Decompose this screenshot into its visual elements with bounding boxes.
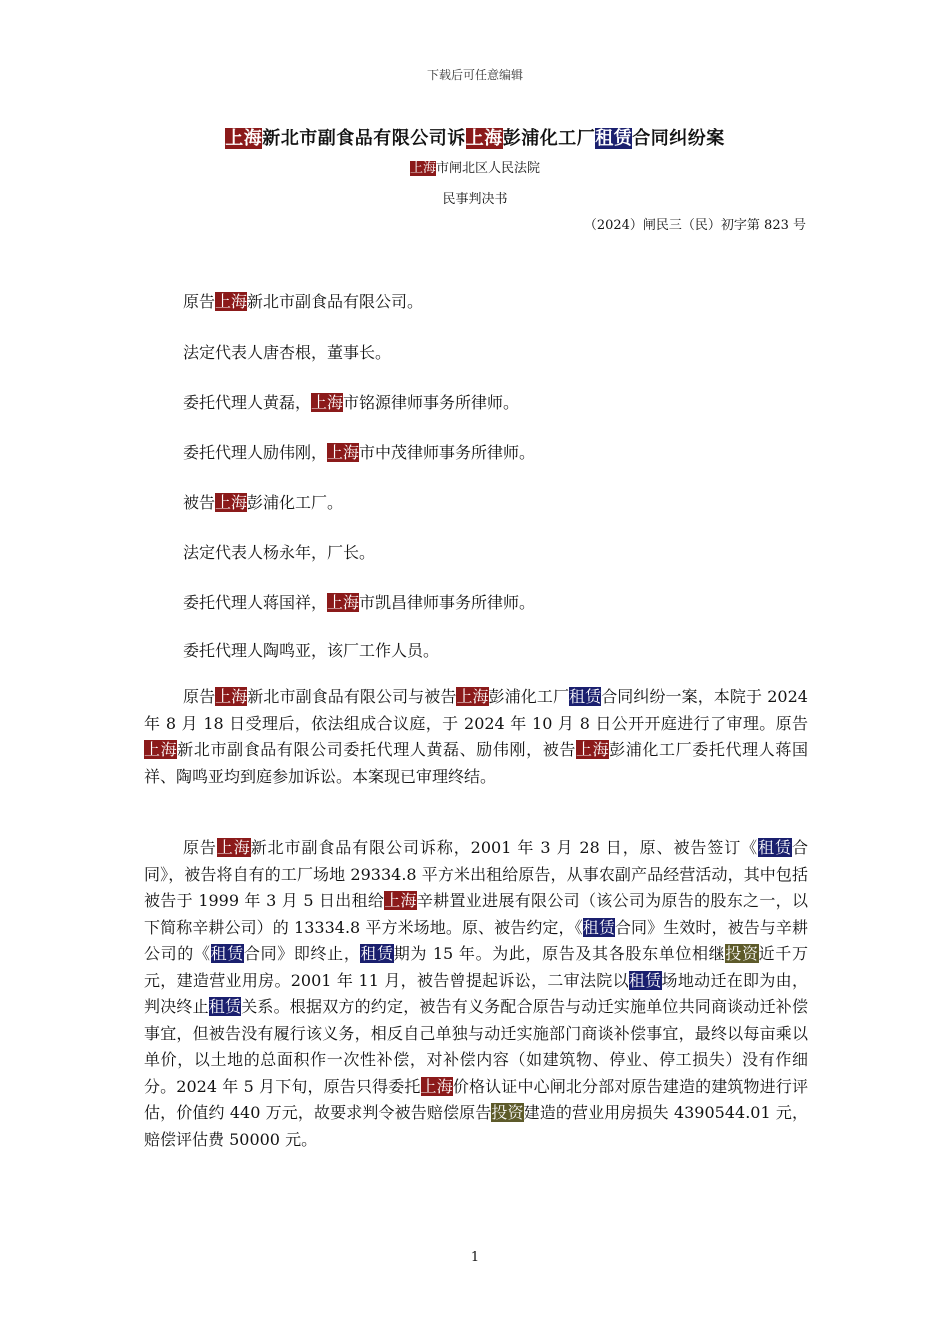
text-run: 关系。根据双方的约定，被告有义务配合原告与动迁实施单位共同商谈动迁补偿事宜，但被告没有履行该义务，相反自己单独与动迁实施部门商谈补偿事宜，最终以每亩乘以单价，以土地的总面积作一次性补偿，对补偿内容（如建筑物、停业、停工损失）没有作细分。2024 年 5 月下旬，原告只得委托	[144, 997, 808, 1096]
text-run: 合同纠纷一案，本院于 2024 年 8 月 18 日受理后，依法组成合议庭，于 2024 年 10 月 8 日公开开庭进行了审理。原告	[144, 687, 808, 733]
paragraph-case-procedure	[144, 684, 808, 790]
party-defendant	[183, 490, 343, 513]
highlighted-term: 上海	[456, 687, 489, 706]
highlighted-term: 租赁	[582, 917, 615, 937]
text-run: 新北市副食品有限公司诉称，2001 年 3 月 28 日，原、被告签订《	[250, 838, 759, 857]
text-run: 法定代表人杨永年，厂长。	[183, 543, 376, 562]
text-run: 原告	[183, 838, 217, 857]
text-run: 价格认证中心闸北分部对原告建造的建筑物进行评估，价值约 440 万元，故要求判令被告赔偿原告	[144, 1076, 808, 1122]
text-run: 彭浦化工厂。	[247, 493, 344, 512]
party-plaintiff-agent-2	[183, 440, 535, 463]
text-run: 新北市副食品有限公司。	[247, 292, 424, 311]
highlighted-term: 租赁	[595, 128, 633, 149]
text-run: 建造的营业用房损失 4390544.01 元，赔偿评估费 50000 元。	[144, 1103, 808, 1149]
text-run: 彭浦化工厂	[502, 128, 596, 149]
text-run: 原告	[183, 292, 216, 311]
text-run: 合同》，被告将自有的工厂场地 29334.8 平方米出租给原告，从事农副产品经营活动，其中包括被告于 1999 年 3 月 5 日出租给	[144, 838, 808, 910]
text-run: 彭浦化工厂	[488, 687, 570, 706]
highlighted-term: 上海	[215, 292, 248, 311]
highlighted-term: 租赁	[569, 687, 602, 706]
text-run: 市中茂律师事务所律师。	[359, 443, 536, 462]
party-plaintiff	[183, 289, 423, 312]
text-run: 市铭源律师事务所律师。	[343, 393, 520, 412]
highlighted-term: 上海	[225, 128, 263, 149]
highlighted-term: 租赁	[208, 997, 242, 1016]
document-title	[0, 124, 950, 150]
highlighted-term: 上海	[327, 593, 360, 612]
text-run: 委托代理人蒋国祥，	[183, 593, 328, 612]
text-run: 原告	[183, 687, 216, 706]
text-run: 场地动迁在即为由，判决终止	[144, 970, 808, 1016]
highlighted-term: 上海	[409, 161, 436, 176]
text-run: 近千万元，建造营业用房。2001 年 11 月，被告曾提起诉讼，二审法院以	[144, 944, 808, 990]
party-plaintiff-agent-1	[183, 390, 519, 413]
highlighted-term: 租赁	[758, 838, 792, 857]
highlighted-term: 上海	[420, 1076, 453, 1096]
party-defendant-legal-rep	[183, 540, 375, 563]
text-run: 彭浦化工厂委托代理人蒋国祥、陶鸣亚均到庭参加诉讼。本案现已审理终结。	[144, 740, 808, 786]
highlighted-term: 上海	[327, 443, 360, 462]
highlighted-term: 租赁	[628, 970, 662, 990]
highlighted-term: 上海	[575, 740, 610, 759]
highlighted-term: 租赁	[210, 944, 244, 963]
text-run: 市闸北区人民法院	[436, 161, 541, 176]
highlighted-term: 上海	[311, 393, 344, 412]
text-run: 市凯昌律师事务所律师。	[359, 593, 536, 612]
highlighted-term: 上海	[215, 493, 248, 512]
text-run: 期为 15 年。为此，原告及其各股东单位相继	[393, 944, 726, 963]
party-plaintiff-legal-rep	[183, 340, 391, 363]
text-run: 新北市副食品有限公司与被告	[247, 687, 457, 706]
document-type: 民事判决书	[442, 192, 508, 207]
text-run: 委托代理人励伟刚，	[183, 443, 328, 462]
highlighted-term: 上海	[215, 687, 248, 706]
text-run: 新北市副食品有限公司委托代理人黄磊、励伟刚，被告	[177, 740, 576, 759]
party-defendant-agent-1	[183, 590, 535, 613]
highlighted-term: 上海	[465, 128, 503, 149]
text-run: 合同纠纷案	[632, 128, 725, 149]
paragraph-plaintiff-claim	[144, 835, 808, 1153]
page-number: 1	[470, 1250, 480, 1265]
text-run: 委托代理人陶鸣亚，该厂工作人员。	[183, 641, 440, 660]
text-run: 辛耕置业进展有限公司（该公司为原告的股东之一，以下简称辛耕公司）的 13334.8 平方米场地。原、被告约定，《	[144, 891, 808, 937]
highlighted-term: 上海	[144, 740, 178, 759]
court-name	[0, 157, 950, 176]
party-defendant-agent-2	[183, 638, 439, 661]
text-run: 新北市副食品有限公司诉	[262, 128, 466, 149]
case-number: （2024）闸民三（民）初字第 823 号	[583, 218, 806, 233]
highlighted-term: 上海	[384, 891, 417, 910]
highlighted-term: 投资	[491, 1103, 524, 1122]
text-run: 合同》即终止，	[243, 944, 361, 963]
page-header-note: 下载后可任意编辑	[426, 68, 523, 82]
text-run: 被告	[183, 493, 216, 512]
text-run: 合同》生效时，被告与辛耕公司的《	[144, 917, 808, 963]
highlighted-term: 投资	[725, 944, 759, 963]
highlighted-term: 租赁	[360, 944, 394, 963]
highlighted-term: 上海	[216, 838, 251, 857]
text-run: 法定代表人唐杏根，董事长。	[183, 343, 392, 362]
text-run: 委托代理人黄磊，	[183, 393, 312, 412]
